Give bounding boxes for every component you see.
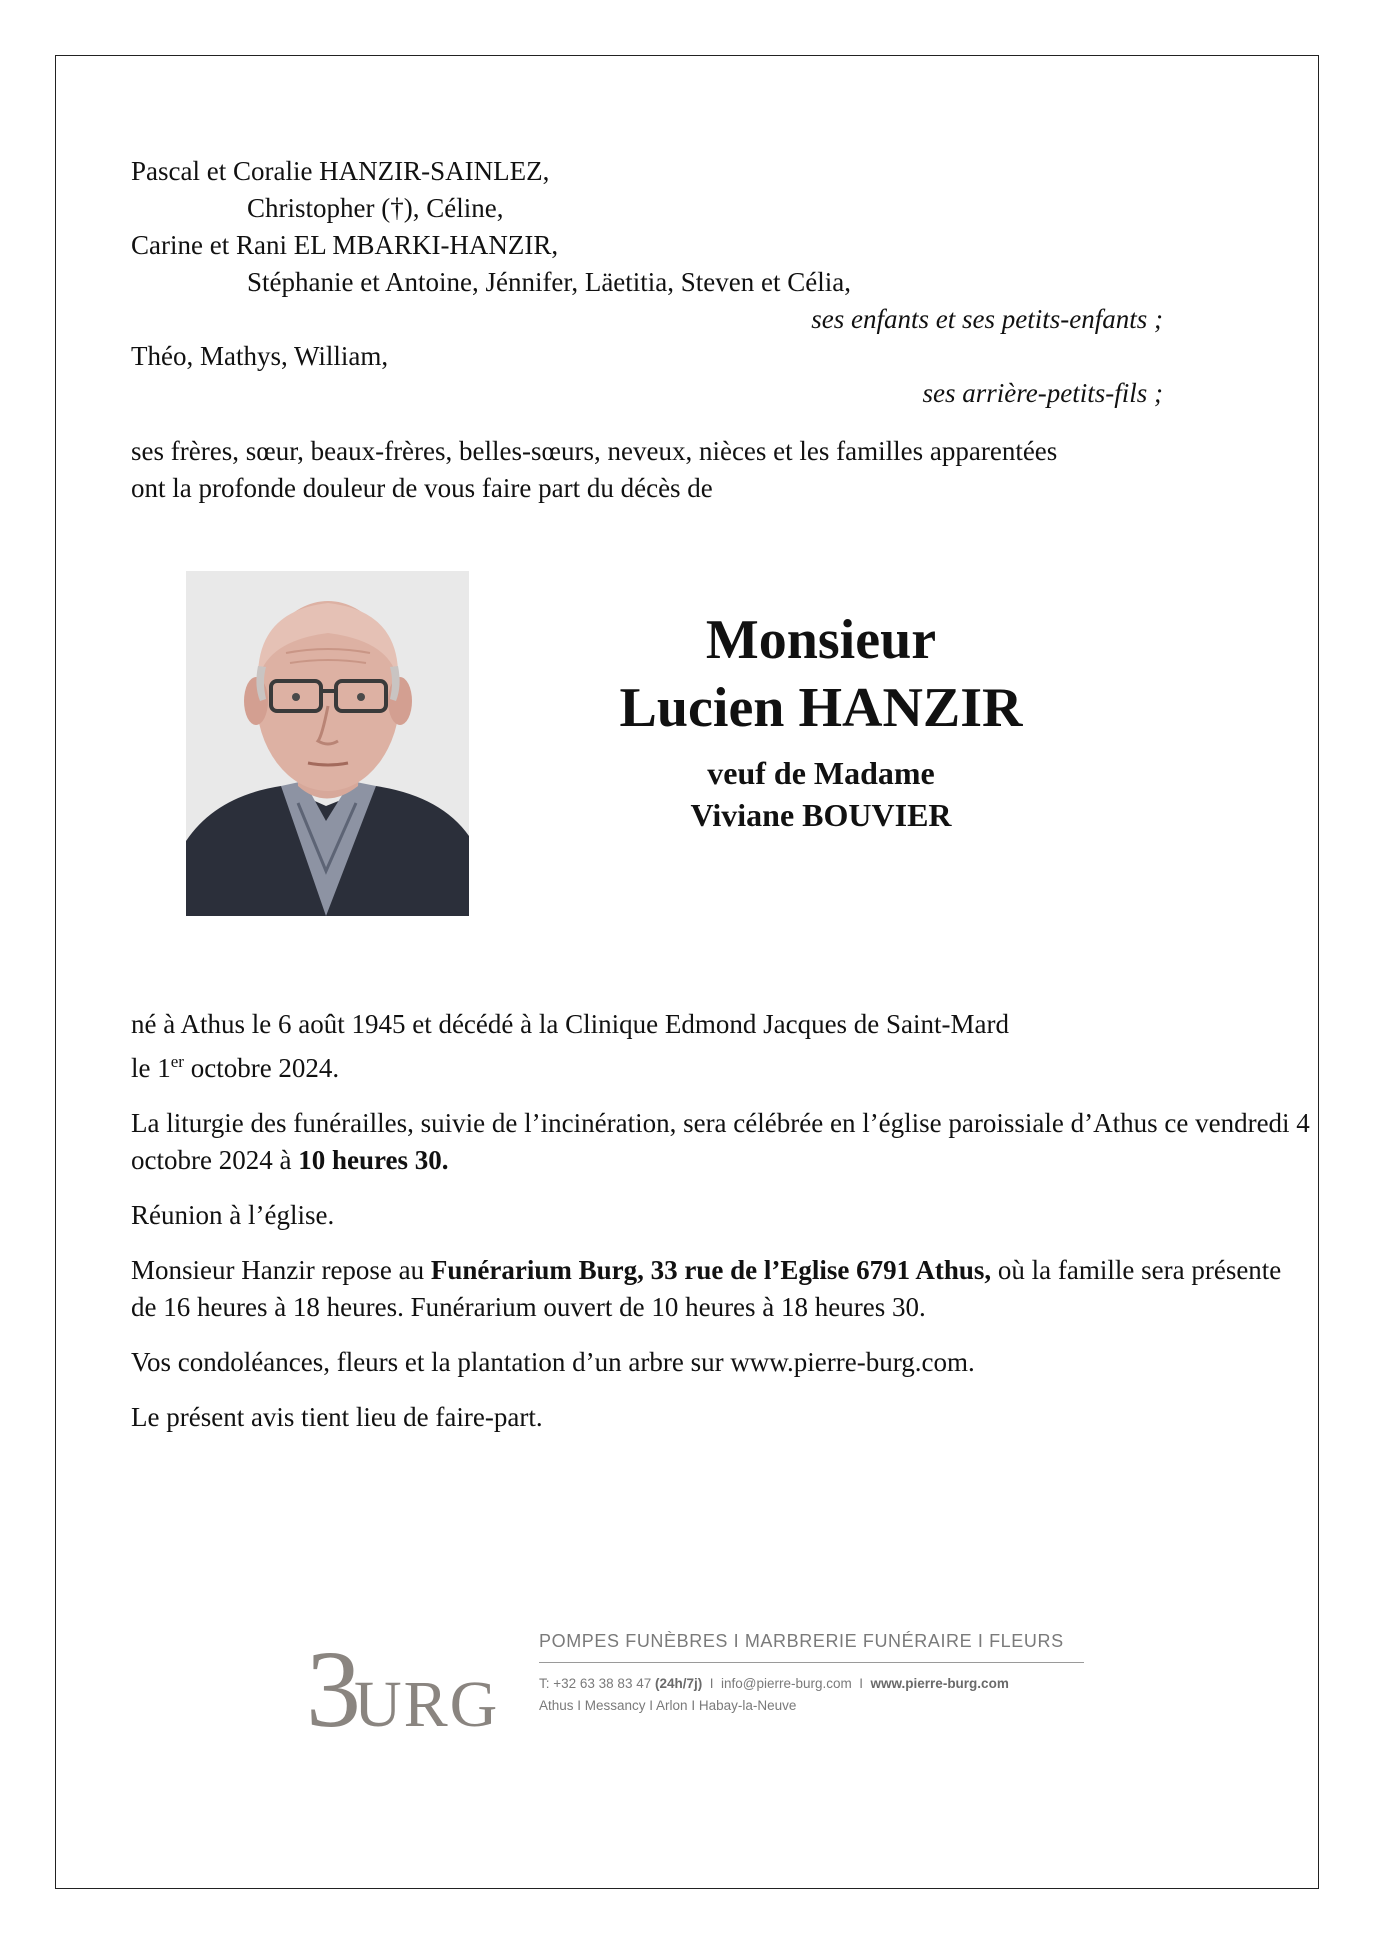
obituary-details — [131, 1006, 1311, 1454]
family-line: Christopher (†), Céline, — [247, 193, 504, 223]
relation-caption: ses enfants et ses petits-enfants ; — [811, 304, 1163, 334]
burg-logo — [306, 1626, 506, 1746]
deceased-title: Monsieur — [705, 609, 937, 671]
birth-death-paragraph: né à Athus le 6 août 1945 et décédé à la Clinique Edmond Jacques de Saint-Mard le 1er octobre 2024. — [131, 1009, 1010, 1083]
announcement-line: ont la profonde douleur de vous faire part du décès de — [131, 473, 713, 503]
obituary-page — [55, 55, 1319, 1889]
svg-text:3: 3 — [306, 1628, 361, 1746]
repose-paragraph: Monsieur Hanzir repose au Funérarium Burg, 33 rue de l’Eglise 6791 Athus, où la famille sera présente de 16 heures à 18 heures. Funérarium ouvert de 10 heures à 18 heures 30. — [131, 1255, 1282, 1322]
spouse-name: Viviane BOUVIER — [690, 797, 952, 833]
condolences-paragraph: Vos condoléances, fleurs et la plantation d’un arbre sur www.pierre-burg.com. — [131, 1347, 975, 1377]
family-line: ses frères, sœur, beaux-frères, belles-sœurs, neveux, nièces et les familles apparentées — [131, 436, 1058, 466]
footer-tagline: POMPES FUNÈBRES I MARBRERIE FUNÉRAIRE I FLEURS — [539, 1631, 1064, 1651]
footer-text — [539, 1626, 1084, 1717]
family-line: Carine et Rani EL MBARKI-HANZIR, — [131, 230, 559, 260]
deceased-name: Lucien HANZIR — [619, 677, 1023, 739]
liturgy-paragraph: La liturgie des funérailles, suivie de l’incinération, sera célébrée en l’église paroissiale d’Athus ce vendredi 4 octobre 2024 à 10 heures 30. — [131, 1108, 1310, 1175]
reunion-paragraph: Réunion à l’église. — [131, 1200, 335, 1230]
phone-number: T: +32 63 38 83 47 — [539, 1676, 652, 1691]
footer-contact: T: +32 63 38 83 47 (24h/7j) I info@pierre-burg.com I www.pierre-burg.com — [539, 1676, 1009, 1691]
phone-hours: (24h/7j) — [654, 1676, 703, 1691]
portrait-image — [186, 571, 469, 916]
family-list — [131, 153, 1331, 412]
ceremony-time: 10 heures 30. — [298, 1145, 449, 1175]
widow-of-line: veuf de Madame — [707, 755, 935, 791]
relation-caption: ses arrière-petits-fils ; — [922, 378, 1163, 408]
family-line: Stéphanie et Antoine, Jénnifer, Läetitia, Steven et Célia, — [247, 267, 851, 297]
footer-divider — [539, 1662, 1084, 1663]
website-link: www.pierre-burg.com — [870, 1676, 1009, 1691]
family-line: Pascal et Coralie HANZIR-SAINLEZ, — [131, 156, 550, 186]
funeral-home-footer — [306, 1626, 1126, 1746]
notice-paragraph: Le présent avis tient lieu de faire-part. — [131, 1402, 543, 1432]
funerarium-address: Funérarium Burg, 33 rue de l’Eglise 6791 Athus, — [430, 1255, 992, 1285]
portrait-photo — [186, 571, 469, 916]
family-line: Théo, Mathys, William, — [131, 341, 389, 371]
announcement — [131, 433, 1311, 507]
svg-text:URG: URG — [354, 1668, 500, 1741]
deceased-name-block — [561, 606, 1081, 836]
email-address: info@pierre-burg.com — [721, 1676, 852, 1691]
footer-cities: Athus I Messancy I Arlon I Habay-la-Neuve — [539, 1698, 797, 1713]
